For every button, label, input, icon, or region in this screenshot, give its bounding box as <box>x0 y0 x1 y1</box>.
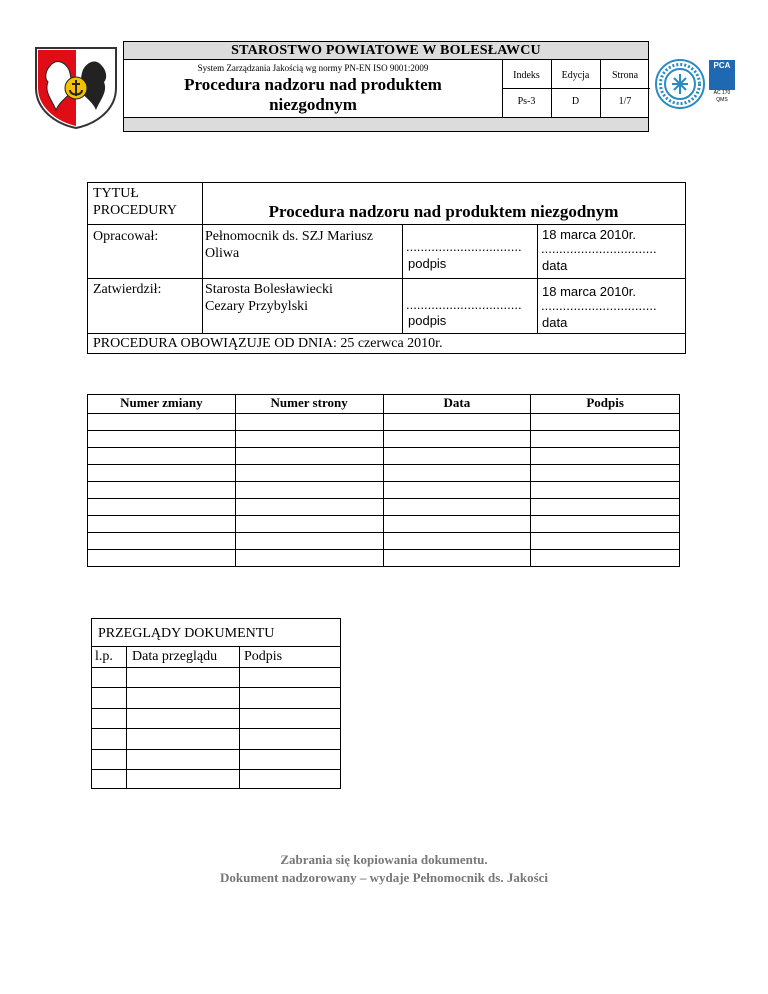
prepared-label: Opracował: <box>93 229 159 244</box>
review-header-date: Data przeglądu <box>132 649 218 664</box>
document-header <box>123 41 649 132</box>
prepared-by-line-1: Pełnomocnik ds. SZJ Mariusz <box>205 229 373 244</box>
header-date: Data <box>383 395 531 414</box>
approved-by-line-1: Starosta Bolesławiecki <box>205 282 333 297</box>
review-header-signature: Podpis <box>244 649 283 664</box>
table-row <box>88 550 680 567</box>
prepared-date: 18 marca 2010r. <box>542 227 636 242</box>
prepared-date-label: data <box>542 258 568 273</box>
pca-accreditation-logo <box>709 60 735 108</box>
procedure-title: Procedura nadzoru nad produktem niezgodnym <box>268 202 619 221</box>
header-title <box>124 75 502 115</box>
changes-table <box>87 394 680 567</box>
header-title-line-2: niezgodnym <box>269 95 357 114</box>
table-row <box>88 465 680 482</box>
effective-date: PROCEDURA OBOWIĄZUJE OD DNIA: 25 czerwca 2010r. <box>93 336 443 351</box>
approved-by <box>205 281 333 315</box>
pca-badge: PCA <box>709 60 735 90</box>
footer-control-notice: Dokument nadzorowany – wydaje Pełnomocnik ds. Jakości <box>219 870 549 885</box>
prepared-signature-label: podpis <box>408 256 447 271</box>
header-change-number: Numer zmiany <box>88 395 236 414</box>
prepared-by <box>205 228 373 262</box>
approved-label: Zatwierdził: <box>93 282 162 297</box>
review-title: PRZEGLĄDY DOKUMENTU <box>98 626 275 641</box>
coat-of-arms-logo <box>30 44 122 130</box>
header-title-line-1: Procedura nadzoru nad produktem <box>184 75 442 94</box>
pca-scope: QMS <box>716 97 728 103</box>
changes-table-header <box>88 395 680 414</box>
table-row <box>88 482 680 499</box>
approved-date: 18 marca 2010r. <box>542 284 636 299</box>
quality-system-note: System Zarządzania Jakością wg normy PN-EN ISO 9001:2009 <box>197 63 429 73</box>
approved-signature-label: podpis <box>408 313 447 328</box>
edition-value: D <box>571 96 580 107</box>
page-value: 1/7 <box>618 96 632 107</box>
header-page-number: Numer strony <box>235 395 383 414</box>
table-row <box>88 448 680 465</box>
table-row <box>88 431 680 448</box>
index-value: Ps-3 <box>517 96 536 107</box>
review-header-number: l.p. <box>95 649 113 664</box>
prepared-by-line-2: Oliwa <box>205 246 240 261</box>
institution-name: STAROSTWO POWIATOWE W BOLESŁAWCU <box>124 42 648 60</box>
prepared-signature-dots: ................................ <box>406 239 522 254</box>
title-label-line-2: PROCEDURY <box>93 203 178 218</box>
table-row <box>88 414 680 431</box>
footer-copy-notice: Zabrania się kopiowania dokumentu. <box>280 852 488 867</box>
title-label-line-1: TYTUŁ <box>93 186 139 201</box>
index-label: Indeks <box>513 70 540 81</box>
title-label <box>93 185 177 219</box>
approved-date-label: data <box>542 315 568 330</box>
edition-label: Edycja <box>561 70 590 81</box>
pca-number: AC 170 <box>713 90 731 96</box>
document-review-box <box>91 618 341 789</box>
table-row <box>88 516 680 533</box>
approved-signature-dots: ................................ <box>406 297 522 312</box>
page-label: Strona <box>611 70 639 81</box>
table-row <box>88 499 680 516</box>
approved-date-dots: ................................ <box>541 298 657 313</box>
prepared-date-dots: ................................ <box>541 241 657 256</box>
header-signature: Podpis <box>531 395 680 414</box>
table-row <box>88 533 680 550</box>
certification-seal-logo <box>652 58 708 110</box>
procedure-info-box <box>87 182 686 354</box>
approved-by-line-2: Cezary Przybylski <box>205 299 309 314</box>
